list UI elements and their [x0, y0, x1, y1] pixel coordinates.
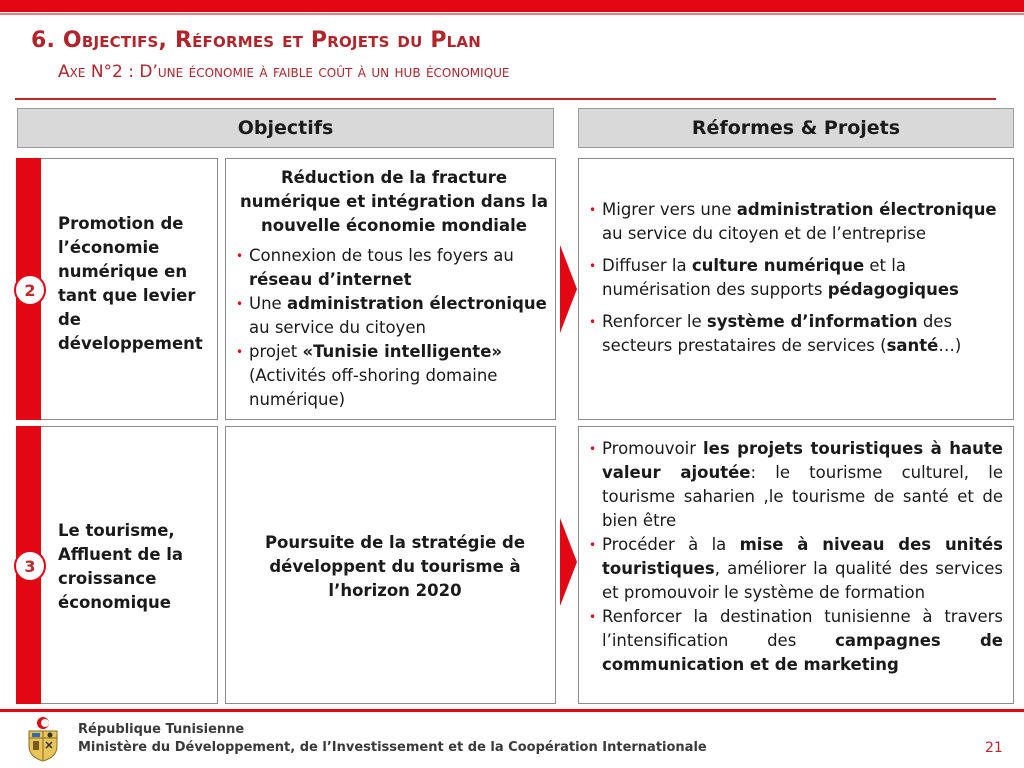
reform-bullet: • Procéder à la mise à niveau des unités touristiques, améliorer la qualité des services et promouvoir le système de formation — [588, 533, 1003, 605]
header-reformes-projets: Réformes & Projets — [578, 108, 1014, 148]
objective-heading-1: Réduction de la fracture numérique et intégration dans la nouvelle économie mondiale — [240, 168, 548, 235]
top-red-bar — [0, 0, 1024, 12]
page-number: 21 — [985, 740, 1003, 756]
reform-bullet: • Migrer vers une administration électronique au service du citoyen et de l’entreprise — [588, 198, 1003, 246]
objective-bullet: • Une administration électronique au service du citoyen — [235, 292, 553, 340]
reform-content-1 — [588, 198, 1003, 358]
objective-heading-2: Poursuite de la stratégie de développent du tourisme à l’horizon 2020 — [264, 533, 526, 600]
reform-content-2 — [588, 437, 1003, 677]
objective-bullet: • Connexion de tous les foyers au réseau d’internet — [235, 244, 553, 292]
footer-country: République Tunisienne — [78, 722, 245, 737]
axis-number-badge-2: 3 — [14, 550, 46, 582]
axis-label-1: Promotion de l’économie numérique en tant que levier de développement — [58, 214, 203, 353]
slide-title: 6. Objectifs, Réformes et Projets du Plan — [31, 28, 481, 53]
axis-number-badge-1: 2 — [14, 274, 46, 306]
objective-bullet: • projet «Tunisie intelligente» (Activités off-shoring domaine numérique) — [235, 340, 553, 412]
objective-content-1 — [235, 166, 553, 412]
reform-bullet: • Renforcer la destination tunisienne à travers l’intensification des campagnes de communication et de marketing — [588, 605, 1003, 677]
footer-divider — [0, 709, 1024, 712]
reform-bullet: • Renforcer le système d’information des secteurs prestataires de services (santé…) — [588, 310, 1003, 358]
top-thin-line — [0, 13, 1024, 15]
axis-label-2: Le tourisme, Affluent de la croissance économique — [58, 521, 184, 612]
header-objectifs: Objectifs — [17, 108, 554, 148]
arrow-right-icon — [560, 245, 577, 333]
reform-bullet: • Diffuser la culture numérique et la numérisation des supports pédagogiques — [588, 254, 1003, 302]
arrow-right-icon — [560, 518, 577, 606]
slide-subtitle: Axe N°2 : D’une économie à faible coût à un hub économique — [58, 62, 510, 82]
coat-of-arms-icon — [24, 716, 62, 762]
footer-ministry: Ministère du Développement, de l’Investissement et de la Coopération Internationale — [78, 740, 707, 755]
reform-bullet: • Promouvoir les projets touristiques à haute valeur ajoutée: le tourisme culturel, le tourisme saharien ,le tourisme de santé et de bien être — [588, 437, 1003, 533]
title-divider — [15, 98, 996, 100]
